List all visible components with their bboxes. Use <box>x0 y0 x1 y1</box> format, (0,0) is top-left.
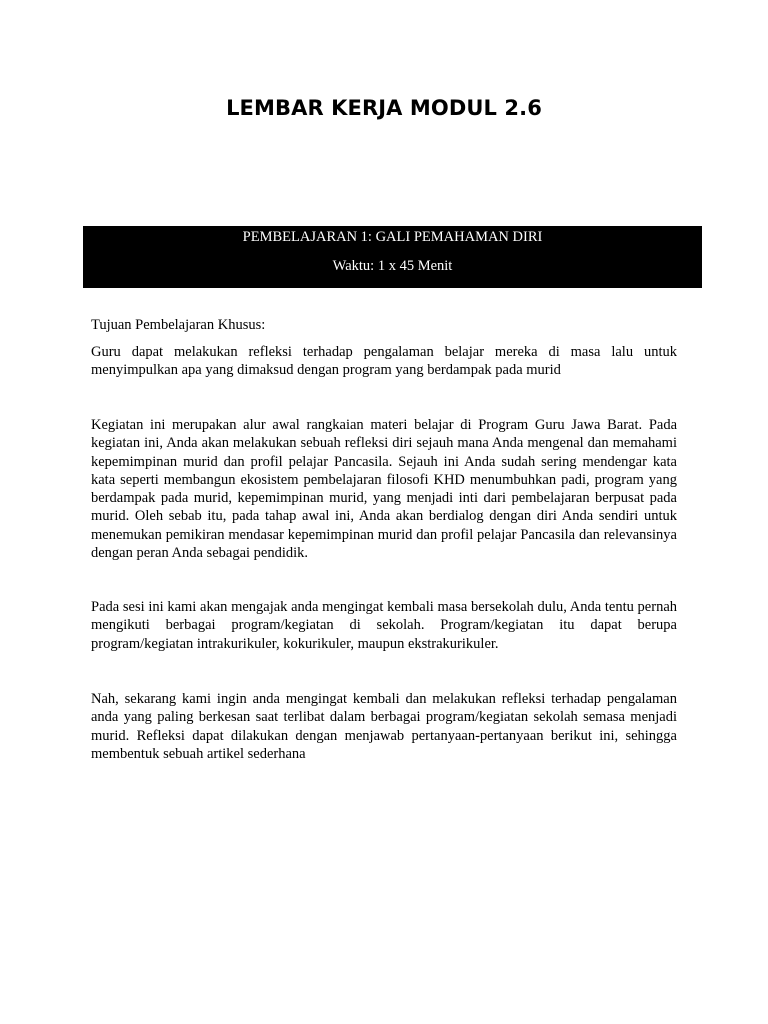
objective-text: Guru dapat melakukan refleksi terhadap pengalaman belajar mereka di masa lalu untuk menyimpulkan apa yang dimaksud dengan program yang berdampak pada murid <box>91 344 677 379</box>
lesson-heading: PEMBELAJARAN 1: GALI PEMAHAMAN DIRI <box>242 229 543 245</box>
document-title: LEMBAR KERJA MODUL 2.6 <box>226 96 542 120</box>
objective-label: Tujuan Pembelajaran Khusus: <box>91 317 266 333</box>
lesson-header-box <box>83 226 702 288</box>
paragraph-intro: Kegiatan ini merupakan alur awal rangkaian materi belajar di Program Guru Jawa Barat. Pada kegiatan ini, Anda akan melakukan sebuah refleksi diri sejauh mana Anda mengenal dan memahami kepemimpinan murid dan profil pelajar Pancasila. Sejauh ini Anda sudah sering mendengar kata kata seperti membangun ekosistem pembelajaran filosofi KHD menumbuhkan padi, program yang berdampak pada murid, kepemimpinan murid, yang menjadi inti dari pembelajaran berpusat pada murid. Oleh sebab itu, pada tahap awal ini, Anda akan berdialog dengan diri Anda sendiri untuk menemukan pemikiran mendasar kepemimpinan murid dan profil pelajar Pancasila dan relevansinya dengan peran Anda sebagai pendidik. <box>91 417 677 562</box>
paragraph-reflection: Nah, sekarang kami ingin anda mengingat kembali dan melakukan refleksi terhadap pengalaman anda yang paling berkesan saat terlibat dalam berbagai program/kegiatan sekolah semasa menjadi murid. Refleksi dapat dilakukan dengan menjawab pertanyaan-pertanyaan berikut ini, sehingga membentuk sebuah artikel sederhana <box>91 691 677 762</box>
lesson-duration: Waktu: 1 x 45 Menit <box>332 258 453 274</box>
paragraph-session: Pada sesi ini kami akan mengajak anda mengingat kembali masa bersekolah dulu, Anda tentu pernah mengikuti berbagai program/kegiatan di sekolah. Program/kegiatan itu dapat berupa program/kegiatan intrakurikuler, kokurikuler, maupun ekstrakurikuler. <box>91 599 677 652</box>
